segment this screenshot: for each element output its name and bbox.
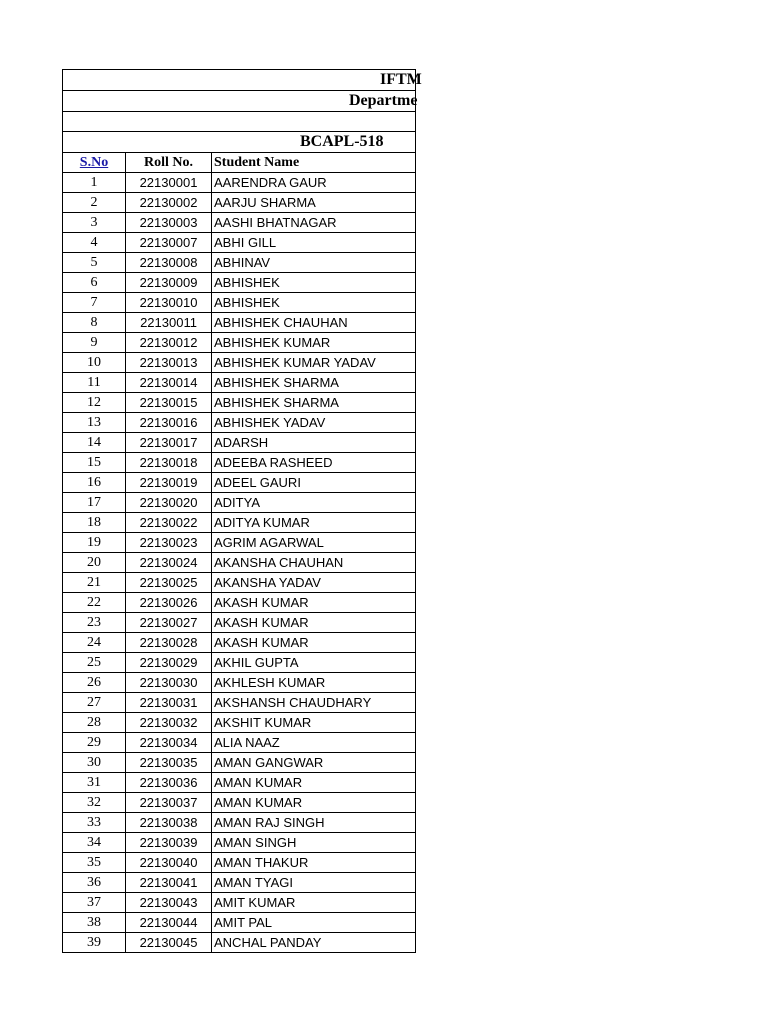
roll-cell: 22130044	[126, 913, 212, 933]
blank-row	[63, 112, 416, 132]
roll-cell: 22130037	[126, 793, 212, 813]
name-cell: ABHISHEK CHAUHAN	[212, 313, 416, 333]
name-cell: AARENDRA GAUR	[212, 173, 416, 193]
roll-cell: 22130045	[126, 933, 212, 953]
table-row	[63, 633, 416, 653]
student-list-sheet	[62, 69, 422, 953]
sno-cell: 18	[63, 513, 126, 533]
name-cell: ALIA NAAZ	[212, 733, 416, 753]
name-cell: AKASH KUMAR	[212, 593, 416, 613]
name-cell: AARJU SHARMA	[212, 193, 416, 213]
sno-cell: 8	[63, 313, 126, 333]
sno-cell: 39	[63, 933, 126, 953]
sno-cell: 35	[63, 853, 126, 873]
table-row	[63, 693, 416, 713]
sno-cell: 36	[63, 873, 126, 893]
table-row	[63, 773, 416, 793]
name-cell: ABHISHEK KUMAR YADAV	[212, 353, 416, 373]
name-cell: AMAN GANGWAR	[212, 753, 416, 773]
sno-cell: 22	[63, 593, 126, 613]
name-cell: ADARSH	[212, 433, 416, 453]
roll-cell: 22130008	[126, 253, 212, 273]
department-title: Departme	[63, 91, 416, 112]
name-cell: ABHISHEK	[212, 273, 416, 293]
table-row	[63, 933, 416, 953]
course-row	[63, 132, 416, 153]
name-cell: AMAN KUMAR	[212, 773, 416, 793]
roll-cell: 22130009	[126, 273, 212, 293]
table-row	[63, 313, 416, 333]
table-row	[63, 533, 416, 553]
department-row	[63, 91, 416, 112]
name-cell: AASHI BHATNAGAR	[212, 213, 416, 233]
table-row	[63, 253, 416, 273]
sno-cell: 34	[63, 833, 126, 853]
table-row	[63, 493, 416, 513]
roll-cell: 22130012	[126, 333, 212, 353]
roll-cell: 22130013	[126, 353, 212, 373]
name-cell: ABHISHEK KUMAR	[212, 333, 416, 353]
sno-cell: 23	[63, 613, 126, 633]
sno-cell: 11	[63, 373, 126, 393]
name-cell: AMAN KUMAR	[212, 793, 416, 813]
roll-cell: 22130018	[126, 453, 212, 473]
table-row	[63, 553, 416, 573]
table-row	[63, 213, 416, 233]
name-cell: AKANSHA YADAV	[212, 573, 416, 593]
sno-cell: 2	[63, 193, 126, 213]
roll-cell: 22130026	[126, 593, 212, 613]
sno-cell: 5	[63, 253, 126, 273]
roll-cell: 22130010	[126, 293, 212, 313]
name-cell: ABHISHEK SHARMA	[212, 393, 416, 413]
name-cell: AMAN SINGH	[212, 833, 416, 853]
table-row	[63, 233, 416, 253]
sno-cell: 33	[63, 813, 126, 833]
blank-cell	[63, 112, 416, 132]
table-row	[63, 673, 416, 693]
sno-header-link[interactable]: S.No	[63, 153, 126, 173]
name-cell: ADEEL GAURI	[212, 473, 416, 493]
roll-cell: 22130038	[126, 813, 212, 833]
roll-cell: 22130036	[126, 773, 212, 793]
table-row	[63, 193, 416, 213]
name-cell: AMAN RAJ SINGH	[212, 813, 416, 833]
roll-cell: 22130016	[126, 413, 212, 433]
table-row	[63, 753, 416, 773]
sno-cell: 6	[63, 273, 126, 293]
sno-cell: 4	[63, 233, 126, 253]
roll-cell: 22130039	[126, 833, 212, 853]
table-row	[63, 353, 416, 373]
sno-cell: 14	[63, 433, 126, 453]
roll-cell: 22130035	[126, 753, 212, 773]
sno-cell: 21	[63, 573, 126, 593]
table-row	[63, 893, 416, 913]
name-cell: ANCHAL PANDAY	[212, 933, 416, 953]
name-cell: ABHINAV	[212, 253, 416, 273]
name-cell: ABHISHEK SHARMA	[212, 373, 416, 393]
table-row	[63, 913, 416, 933]
table-row	[63, 573, 416, 593]
table-row	[63, 473, 416, 493]
roll-cell: 22130041	[126, 873, 212, 893]
name-cell: AKANSHA CHAUHAN	[212, 553, 416, 573]
sno-cell: 19	[63, 533, 126, 553]
roll-cell: 22130030	[126, 673, 212, 693]
sno-cell: 28	[63, 713, 126, 733]
table-row	[63, 333, 416, 353]
table-row	[63, 713, 416, 733]
name-cell: ADITYA KUMAR	[212, 513, 416, 533]
sno-cell: 25	[63, 653, 126, 673]
roll-cell: 22130002	[126, 193, 212, 213]
sno-cell: 10	[63, 353, 126, 373]
roll-cell: 22130007	[126, 233, 212, 253]
sno-cell: 16	[63, 473, 126, 493]
sno-cell: 17	[63, 493, 126, 513]
table-row	[63, 593, 416, 613]
sno-cell: 9	[63, 333, 126, 353]
sno-cell: 37	[63, 893, 126, 913]
table-row	[63, 813, 416, 833]
sno-cell: 1	[63, 173, 126, 193]
roll-cell: 22130020	[126, 493, 212, 513]
name-cell: AMIT PAL	[212, 913, 416, 933]
name-cell: ABHI GILL	[212, 233, 416, 253]
name-cell: AKASH KUMAR	[212, 613, 416, 633]
table-row	[63, 833, 416, 853]
sno-cell: 20	[63, 553, 126, 573]
column-header-row	[63, 153, 416, 173]
table-row	[63, 513, 416, 533]
roll-cell: 22130025	[126, 573, 212, 593]
roll-cell: 22130023	[126, 533, 212, 553]
roll-cell: 22130027	[126, 613, 212, 633]
roll-cell: 22130040	[126, 853, 212, 873]
roll-cell: 22130014	[126, 373, 212, 393]
name-cell: AMIT KUMAR	[212, 893, 416, 913]
roll-cell: 22130043	[126, 893, 212, 913]
name-cell: AKHIL GUPTA	[212, 653, 416, 673]
name-cell: ABHISHEK	[212, 293, 416, 313]
table-row	[63, 453, 416, 473]
table-row	[63, 393, 416, 413]
sno-cell: 15	[63, 453, 126, 473]
table-row	[63, 733, 416, 753]
sno-cell: 29	[63, 733, 126, 753]
name-cell: AGRIM AGARWAL	[212, 533, 416, 553]
roll-header: Roll No.	[126, 153, 212, 173]
roll-cell: 22130034	[126, 733, 212, 753]
roll-cell: 22130022	[126, 513, 212, 533]
name-cell: ABHISHEK YADAV	[212, 413, 416, 433]
name-cell: AKHLESH KUMAR	[212, 673, 416, 693]
sno-cell: 26	[63, 673, 126, 693]
sno-cell: 27	[63, 693, 126, 713]
roll-cell: 22130031	[126, 693, 212, 713]
roll-cell: 22130024	[126, 553, 212, 573]
name-cell: AKSHANSH CHAUDHARY	[212, 693, 416, 713]
table-row	[63, 613, 416, 633]
sno-cell: 7	[63, 293, 126, 313]
roll-cell: 22130003	[126, 213, 212, 233]
sno-cell: 3	[63, 213, 126, 233]
sno-cell: 24	[63, 633, 126, 653]
table-row	[63, 273, 416, 293]
table-row	[63, 873, 416, 893]
table-row	[63, 793, 416, 813]
name-cell: AMAN THAKUR	[212, 853, 416, 873]
roll-cell: 22130015	[126, 393, 212, 413]
institute-title: IFTM	[63, 70, 416, 91]
roll-cell: 22130028	[126, 633, 212, 653]
name-header: Student Name	[212, 153, 416, 173]
roll-cell: 22130011	[126, 313, 212, 333]
name-cell: ADITYA	[212, 493, 416, 513]
name-cell: ADEEBA RASHEED	[212, 453, 416, 473]
sno-cell: 12	[63, 393, 126, 413]
name-cell: AMAN TYAGI	[212, 873, 416, 893]
roll-cell: 22130017	[126, 433, 212, 453]
roll-cell: 22130001	[126, 173, 212, 193]
course-code: BCAPL-518	[63, 132, 416, 153]
table-row	[63, 413, 416, 433]
table-row	[63, 173, 416, 193]
name-cell: AKASH KUMAR	[212, 633, 416, 653]
roll-cell: 22130032	[126, 713, 212, 733]
sno-cell: 32	[63, 793, 126, 813]
title-row	[63, 70, 416, 91]
sno-cell: 30	[63, 753, 126, 773]
table-row	[63, 853, 416, 873]
table-row	[63, 293, 416, 313]
sno-cell: 38	[63, 913, 126, 933]
table-row	[63, 373, 416, 393]
sno-cell: 31	[63, 773, 126, 793]
table-row	[63, 653, 416, 673]
sno-cell: 13	[63, 413, 126, 433]
table-row	[63, 433, 416, 453]
roll-cell: 22130019	[126, 473, 212, 493]
roll-cell: 22130029	[126, 653, 212, 673]
name-cell: AKSHIT KUMAR	[212, 713, 416, 733]
